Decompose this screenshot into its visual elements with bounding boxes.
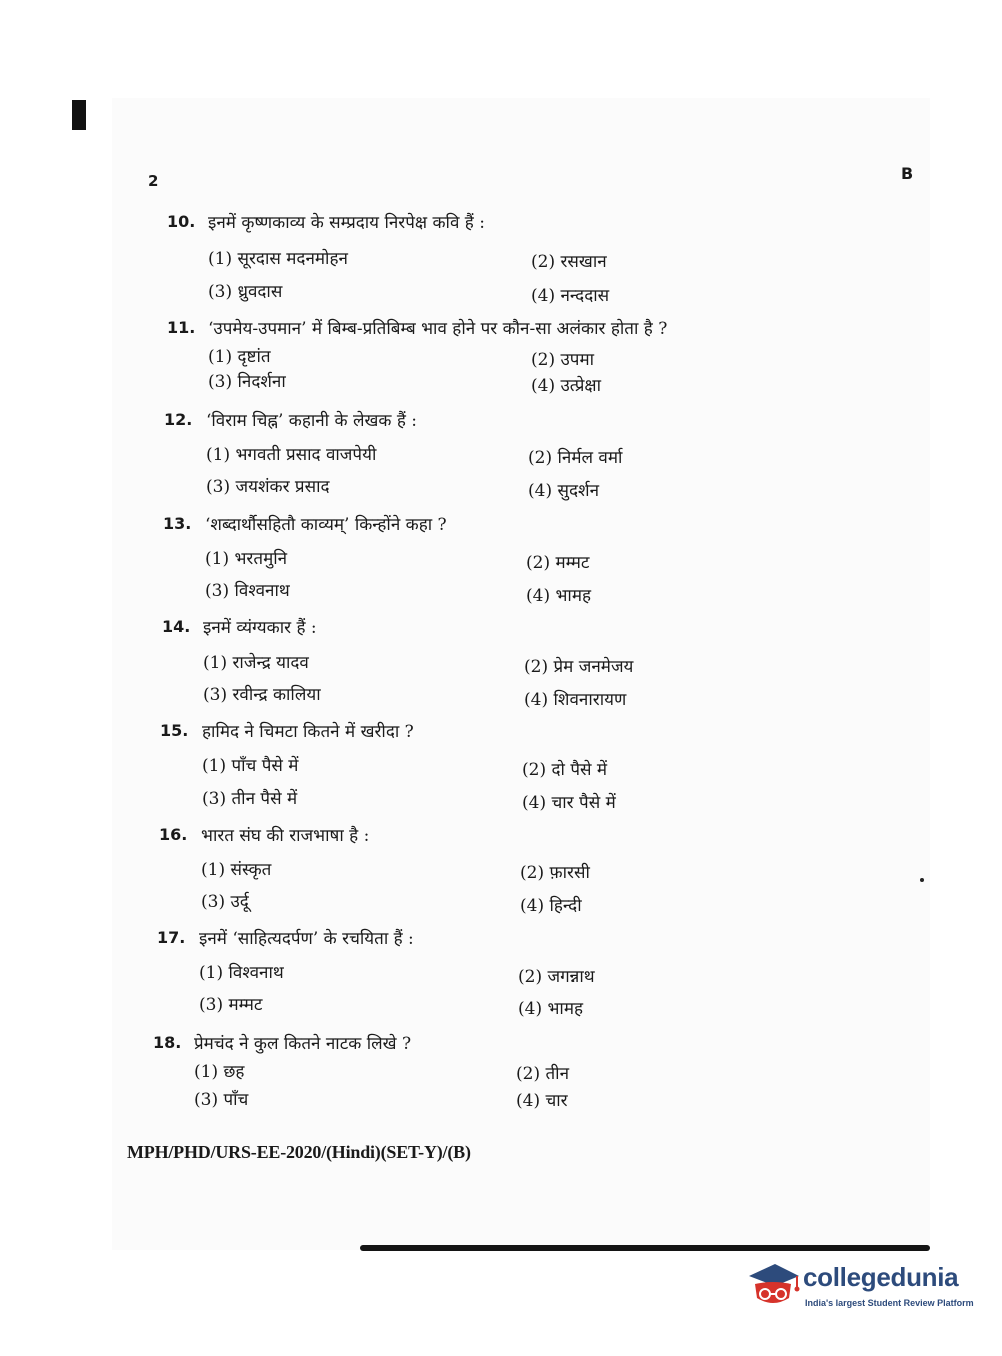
page-number: 2 xyxy=(148,172,159,190)
question-number: 13. xyxy=(163,514,192,533)
scan-edge-mark xyxy=(72,100,86,130)
option-2: (2) फ़ारसी xyxy=(520,863,590,883)
option-3: (3) जयशंकर प्रसाद xyxy=(206,477,330,497)
option-1: (1) सूरदास मदनमोहन xyxy=(208,249,348,269)
graduate-mascot-icon xyxy=(745,1258,801,1314)
option-3: (3) उर्दू xyxy=(201,892,249,912)
question-text: इनमें ‘साहित्यदर्पण’ के रचयिता हैं : xyxy=(199,929,414,949)
question-text: हामिद ने चिमटा कितने में खरीदा ? xyxy=(202,722,414,742)
option-1: (1) पाँच पैसे में xyxy=(202,756,299,776)
question-13 xyxy=(0,514,1002,614)
option-1: (1) दृष्टांत xyxy=(208,347,271,367)
question-text: ‘शब्दार्थौसहितौ काव्यम्’ किन्होंने कहा ? xyxy=(205,515,447,535)
question-18 xyxy=(0,1033,1002,1133)
option-2: (2) प्रेम जनमेजय xyxy=(524,657,634,677)
question-15 xyxy=(0,721,1002,821)
question-text: इनमें व्यंग्यकार हैं : xyxy=(203,618,317,638)
option-3: (3) पाँच xyxy=(194,1090,249,1110)
option-3: (3) मम्मट xyxy=(199,995,263,1015)
question-number: 12. xyxy=(164,410,193,429)
question-number: 14. xyxy=(162,617,191,636)
question-text: प्रेमचंद ने कुल कितने नाटक लिखे ? xyxy=(194,1034,412,1054)
question-16 xyxy=(0,825,1002,925)
option-3: (3) ध्रुवदास xyxy=(208,282,283,302)
option-4: (4) सुदर्शन xyxy=(528,481,599,501)
option-2: (2) जगन्नाथ xyxy=(518,967,595,987)
question-text: ‘विराम चिह्न’ कहानी के लेखक हैं : xyxy=(206,411,418,431)
option-2: (2) निर्मल वर्मा xyxy=(528,448,623,468)
option-2: (2) रसखान xyxy=(531,252,607,272)
question-text: ‘उपमेय-उपमान’ में बिम्ब-प्रतिबिम्ब भाव होने पर कौन-सा अलंकार होता है ? xyxy=(208,319,668,339)
option-3: (3) निदर्शना xyxy=(208,372,286,392)
question-number: 10. xyxy=(167,212,196,231)
option-4: (4) भामह xyxy=(518,999,584,1019)
option-4: (4) चार xyxy=(516,1091,568,1111)
option-2: (2) तीन xyxy=(516,1064,570,1084)
option-1: (1) संस्कृत xyxy=(201,860,272,880)
brand-tagline: India's largest Student Review Platform xyxy=(805,1298,974,1308)
option-4: (4) शिवनारायण xyxy=(524,690,627,710)
option-4: (4) हिन्दी xyxy=(520,896,582,916)
scan-bottom-edge xyxy=(360,1245,930,1251)
question-17 xyxy=(0,928,1002,1028)
question-number: 17. xyxy=(157,928,186,947)
option-4: (4) चार पैसे में xyxy=(522,793,616,813)
option-2: (2) दो पैसे में xyxy=(522,760,608,780)
option-3: (3) तीन पैसे में xyxy=(202,789,298,809)
option-2: (2) मम्मट xyxy=(526,553,590,573)
question-text: इनमें कृष्णकाव्य के सम्प्रदाय निरपेक्ष कवि हैं : xyxy=(208,213,485,233)
option-1: (1) छह xyxy=(194,1062,245,1082)
option-4: (4) नन्ददास xyxy=(531,286,610,306)
question-14 xyxy=(0,617,1002,717)
option-1: (1) भरतमुनि xyxy=(205,549,288,569)
set-label: B xyxy=(901,164,914,183)
question-number: 11. xyxy=(167,318,196,337)
brand-name: collegedunia xyxy=(803,1262,959,1292)
option-3: (3) विश्वनाथ xyxy=(205,581,290,601)
paper-code: MPH/PHD/URS-EE-2020/(Hindi)(SET-Y)/(B) xyxy=(127,1142,471,1162)
question-text: भारत संघ की राजभाषा है : xyxy=(201,826,370,846)
question-10 xyxy=(0,212,1002,312)
collegedunia-watermark xyxy=(745,1258,975,1318)
question-number: 18. xyxy=(153,1033,182,1052)
option-1: (1) भगवती प्रसाद वाजपेयी xyxy=(206,445,377,465)
question-12 xyxy=(0,410,1002,510)
question-11 xyxy=(0,318,1002,418)
option-4: (4) भामह xyxy=(526,586,592,606)
option-2: (2) उपमा xyxy=(531,350,595,370)
option-4: (4) उत्प्रेक्षा xyxy=(531,376,601,396)
question-number: 16. xyxy=(159,825,188,844)
option-1: (1) विश्वनाथ xyxy=(199,963,284,983)
option-1: (1) राजेन्द्र यादव xyxy=(203,653,309,673)
option-3: (3) रवीन्द्र कालिया xyxy=(203,685,321,705)
question-number: 15. xyxy=(160,721,189,740)
